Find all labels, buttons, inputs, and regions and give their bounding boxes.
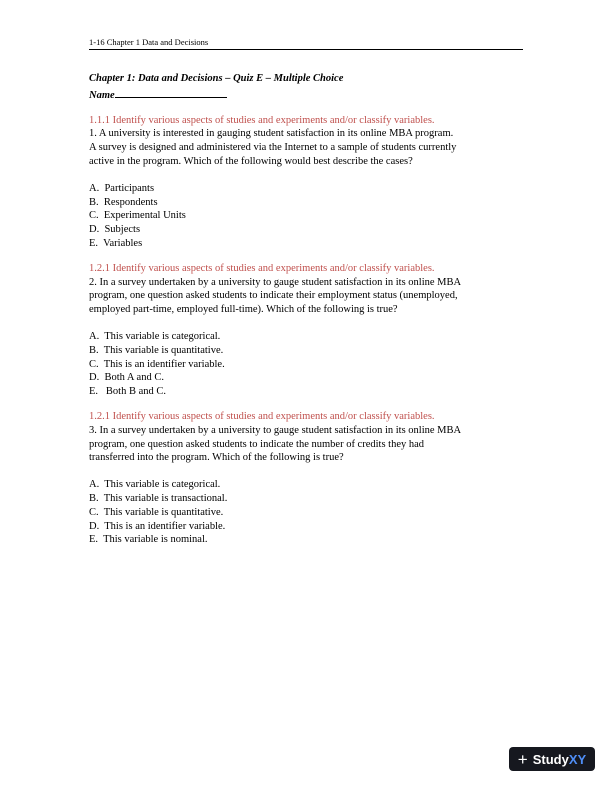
plus-icon: +	[517, 749, 528, 769]
answer-option: A. Participants	[89, 182, 155, 194]
question-text-line: A survey is designed and administered via the Internet to a sample of students currently	[89, 142, 457, 154]
learning-objective: 1.1.1 Identify various aspects of studies and experiments and/or classify variables.	[89, 114, 435, 126]
name-label: Name	[89, 89, 115, 101]
answer-option: C. This variable is quantitative.	[89, 506, 224, 518]
question-text-line: 2. In a survey undertaken by a university to gauge student satisfaction in its online MBA	[89, 276, 462, 288]
name-blank-line	[115, 86, 227, 98]
answer-option: A. This variable is categorical.	[89, 479, 221, 491]
name-field	[89, 86, 525, 103]
question-text-line: active in the program. Which of the following would best describe the cases?	[89, 155, 413, 167]
answer-option: B. This variable is quantitative.	[89, 344, 224, 356]
quiz-title: Chapter 1: Data and Decisions – Quiz E – Multiple Choice	[89, 73, 344, 84]
studyxy-badge[interactable]	[509, 747, 595, 771]
answer-option: C. This is an identifier variable.	[89, 358, 225, 370]
answer-option: B. Respondents	[89, 196, 158, 208]
answer-option: B. This variable is transactional.	[89, 492, 228, 504]
question-3	[89, 410, 525, 547]
question-text-line: employed part-time, employed full-time). Which of the following is true?	[89, 304, 398, 316]
question-2	[89, 262, 525, 399]
brand-name-xy: XY	[568, 751, 587, 767]
question-text-line: program, one question asked students to indicate the number of credits they had	[89, 438, 425, 450]
question-text-line: program, one question asked students to indicate their employment status (unemployed,	[89, 290, 458, 302]
brand-name-study: Study	[532, 751, 569, 767]
question-text-line: transferred into the program. Which of the following is true?	[89, 452, 344, 464]
page-header: 1-16 Chapter 1 Data and Decisions	[89, 37, 523, 50]
answer-option: E. This variable is nominal.	[89, 534, 208, 546]
learning-objective: 1.2.1 Identify various aspects of studies and experiments and/or classify variables.	[89, 410, 435, 422]
question-text-line: 3. In a survey undertaken by a university to gauge student satisfaction in its online MBA	[89, 424, 462, 436]
answer-option: A. This variable is categorical.	[89, 330, 221, 342]
answer-option: D. Subjects	[89, 224, 141, 236]
question-text-line: 1. A university is interested in gauging student satisfaction in its online MBA program.	[89, 128, 454, 140]
answer-option: E. Variables	[89, 237, 143, 249]
answer-option: D. This is an identifier variable.	[89, 520, 226, 532]
learning-objective: 1.2.1 Identify various aspects of studies and experiments and/or classify variables.	[89, 262, 435, 274]
answer-option: C. Experimental Units	[89, 210, 186, 222]
question-1	[89, 114, 525, 251]
answer-option: E. Both B and C.	[89, 386, 167, 398]
quiz-content	[89, 72, 525, 547]
answer-option: D. Both A and C.	[89, 372, 164, 384]
